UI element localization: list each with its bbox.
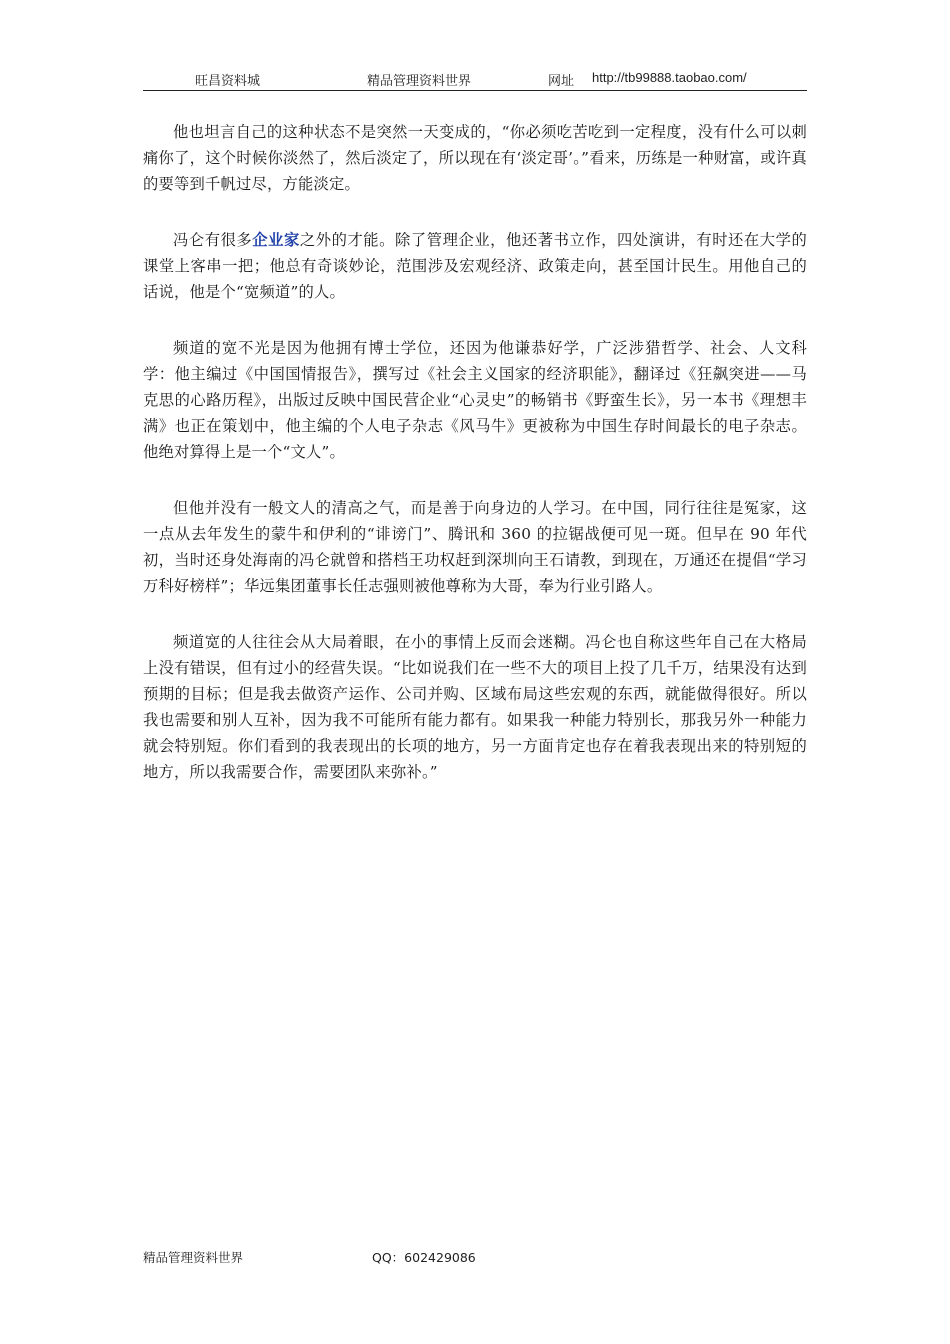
document-body bbox=[143, 119, 807, 815]
footer-qq: QQ：602429086 bbox=[372, 1250, 476, 1265]
header-url-label: 网址 bbox=[548, 74, 575, 89]
paragraph-2-text-before: 冯仑有很多 bbox=[173, 231, 253, 249]
footer-site-name: 精品管理资料世界 bbox=[143, 1250, 244, 1265]
page-header bbox=[143, 66, 807, 91]
header-url: http://tb99888.taobao.com/ bbox=[592, 70, 747, 85]
page-footer bbox=[143, 1246, 807, 1266]
paragraph-5: 频道宽的人往往会从大局着眼，在小的事情上反而会迷糊。冯仑也自称这些年自己在大格局上没有错误，但有过小的经营失误。“比如说我们在一些不大的项目上投了几千万，结果没有达到预期的目标；但是我去做资产运作、公司并购、区域布局这些宏观的东西，就能做得很好。所以我也需要和别人互补，因为我不可能所有能力都有。如果我一种能力特别长，那我另外一种能力就会特别短。你们看到的我表现出的长项的地方，另一方面肯定也存在着我表现出来的特别短的地方，所以我需要合作，需要团队来弥补。” bbox=[143, 633, 807, 781]
paragraph-2-text-after: 之外的才能。除了管理企业，他还著书立作，四处演讲，有时还在大学的课堂上客串一把；他总有奇谈妙论，范围涉及宏观经济、政策走向，甚至国计民生。用他自己的话说，他是个“宽频道”的人。 bbox=[143, 231, 807, 301]
header-title: 精品管理资料世界 bbox=[367, 74, 472, 89]
entrepreneur-link[interactable]: 企业家 bbox=[252, 231, 300, 249]
paragraph-4: 但他并没有一般文人的清高之气，而是善于向身边的人学习。在中国，同行往往是冤家，这一点从去年发生的蒙牛和伊利的“诽谤门”、腾讯和 360 的拉锯战便可见一斑。但早在 90 年代初，当时还身处海南的冯仑就曾和搭档王功权赶到深圳向王石请教，到现在，万通还在提倡“学习万科好榜样”；华远集团董事长任志强则被他尊称为大哥，奉为行业引路人。 bbox=[143, 499, 807, 595]
paragraph-1: 他也坦言自己的这种状态不是突然一天变成的，“你必须吃苦吃到一定程度，没有什么可以刺痛你了，这个时候你淡然了，然后淡定了，所以现在有‘淡定哥’。”看来，历练是一种财富，或许真的要等到千帆过尽，方能淡定。 bbox=[143, 123, 807, 193]
paragraph-2 bbox=[143, 227, 807, 305]
paragraph-3: 频道的宽不光是因为他拥有博士学位，还因为他谦恭好学，广泛涉猎哲学、社会、人文科学：他主编过《中国国情报告》，撰写过《社会主义国家的经济职能》，翻译过《狂飙突进——马克思的心路历程》，出版过反映中国民营企业“心灵史”的畅销书《野蛮生长》，另一本书《理想丰满》也正在策划中，他主编的个人电子杂志《风马牛》更被称为中国生存时间最长的电子杂志。他绝对算得上是一个“文人”。 bbox=[143, 339, 807, 461]
header-site-name: 旺昌资料城 bbox=[195, 74, 261, 89]
